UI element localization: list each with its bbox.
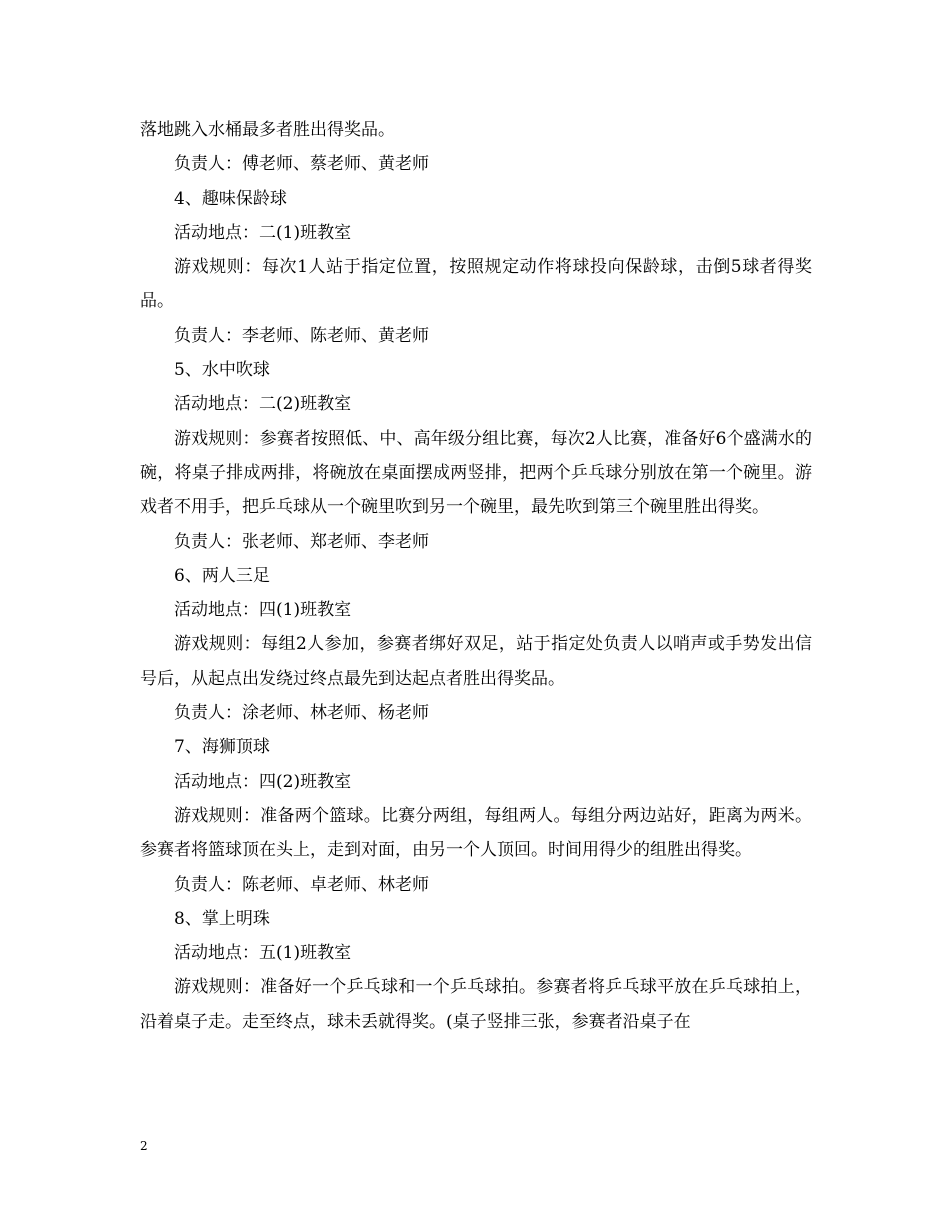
paragraph: 游戏规则：参赛者按照低、中、高年级分组比赛，每次2人比赛，准备好6个盛满水的碗，将桌子排成两排，将碗放在桌面摆成两竖排，把两个乒乓球分别放在第一个碗里。游戏者不用手，把乒乓球从一个碗里吹到另一个碗里，最先吹到第三个碗里胜出得奖。 [140,428,812,518]
paragraph: 游戏规则：每组2人参加，参赛者绑好双足，站于指定处负责人以哨声或手势发出信号后，从起点出发绕过终点最先到达起点者胜出得奖品。 [140,634,812,689]
paragraph: 负责人：张老师、郑老师、李老师 [174,531,429,552]
paragraph: 负责人：涂老师、林老师、杨老师 [174,703,429,724]
paragraph: 5、水中吹球 [174,360,270,381]
paragraph: 游戏规则：准备好一个乒乓球和一个乒乓球拍。参赛者将乒乓球平放在乒乓球拍上，沿着桌子走。走至终点，球未丢就得奖。(桌子竖排三张，参赛者沿桌子在 [140,977,812,1032]
paragraph: 8、掌上明珠 [174,908,270,929]
paragraph: 6、两人三足 [174,565,270,586]
paragraph: 4、趣味保龄球 [174,188,287,209]
document-body [140,113,812,1039]
paragraph: 活动地点：四(1)班教室 [174,600,352,621]
paragraph: 负责人：李老师、陈老师、黄老师 [174,325,429,346]
paragraph: 落地跳入水桶最多者胜出得奖品。 [140,120,395,140]
paragraph: 负责人：傅老师、蔡老师、黄老师 [174,154,429,175]
paragraph: 活动地点：四(2)班教室 [174,771,352,792]
paragraph: 活动地点：五(1)班教室 [174,943,352,964]
page-number: 2 [140,1139,148,1153]
paragraph: 游戏规则：准备两个篮球。比赛分两组，每组两人。每组分两边站好，距离为两米。参赛者将篮球顶在头上，走到对面，由另一个人顶回。时间用得少的组胜出得奖。 [140,805,812,861]
paragraph: 活动地点：二(1)班教室 [174,222,352,243]
paragraph: 游戏规则：每次1人站于指定位置，按照规定动作将球投向保龄球，击倒5球者得奖品。 [140,257,812,312]
paragraph: 7、海狮顶球 [174,737,270,758]
paragraph: 活动地点：二(2)班教室 [174,394,352,415]
paragraph: 负责人：陈老师、卓老师、林老师 [174,874,429,895]
